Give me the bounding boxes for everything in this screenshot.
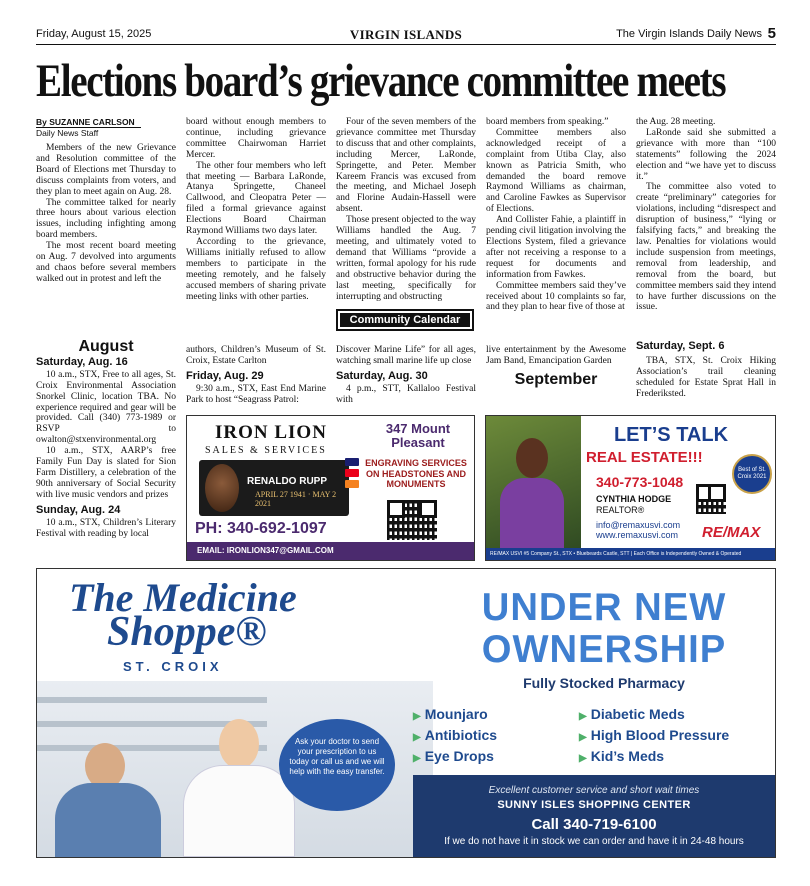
event-description: 10 a.m., STX, Children’s Literary Festival with reading by local	[36, 517, 176, 539]
pharmacy-tagline: Fully Stocked Pharmacy	[523, 675, 685, 691]
triangle-bullet-icon: ▶	[579, 753, 587, 764]
month-heading-september: September	[514, 370, 598, 388]
folio-rule	[36, 44, 776, 45]
pharmacist-figure	[183, 719, 295, 857]
byline	[36, 117, 176, 138]
article-paragraph: Members of the new Grievance and Resolution committee of the Board of Elections met Thursday to discuss complaints from voters, and they plan to meet again on Aug. 28.	[36, 143, 176, 197]
article-paragraph: board without enough members to continue, including grievance committee Chairwoman Harriet Mercer.	[186, 117, 326, 160]
article-paragraph: The committee also voted to create “preliminary” categories for violations, including “disrespect and disruption of business,” “lying or falsifying facts,” and breaking the law. Penalties for violations would include suspension from meetings, removal from leadership, and removal from the board, but committee members said they intend to have further discussions on the issue.	[636, 182, 776, 313]
payment-cards	[345, 458, 359, 491]
remax-website: www.remaxusvi.com	[596, 530, 679, 540]
agent-photo	[486, 416, 581, 550]
medicine-shoppe-advertisement	[36, 568, 776, 858]
event-date: Saturday, Sept. 6	[636, 340, 725, 352]
product-list-left	[413, 705, 497, 768]
article-paragraph: board members from speaking.”	[486, 117, 609, 127]
store-location: ST. CROIX	[123, 659, 223, 674]
ownership-headline-line1: UNDER NEW	[481, 586, 727, 629]
article-paragraph: the Aug. 28 meeting.	[636, 117, 716, 127]
article-column-3	[336, 117, 476, 302]
portrait-image	[205, 464, 239, 512]
remax-brand-logo: RE/MAX	[702, 524, 761, 541]
contact-band	[413, 775, 775, 857]
product-item: ▶ Diabetic Meds	[579, 706, 685, 722]
agent-info	[596, 494, 671, 516]
event-description: 10 a.m., STX, Free to all ages, St. Croix Environmental Association Snorkel Clinic, location TBA. No experience required and gear will be provided. Call (340) 773-1989 or RSVP to owalton@stxenvironmental.org	[36, 369, 176, 446]
calendar-column-4	[486, 345, 626, 386]
iron-lion-logo: IRON LION	[215, 422, 327, 443]
discover-card-icon	[345, 480, 359, 488]
triangle-bullet-icon: ▶	[413, 732, 421, 743]
event-description: 4 p.m., STT, Kallaloo Festival with	[336, 383, 476, 405]
article-column-4	[486, 117, 626, 313]
memorial-dates: APRIL 27 1941 · MAY 2 2021	[255, 490, 337, 508]
calendar-column-3	[336, 345, 476, 406]
agent-body	[500, 478, 564, 550]
calendar-column-1	[36, 338, 176, 539]
event-date: Friday, Aug. 29	[186, 369, 264, 382]
page-folio	[36, 27, 776, 43]
newspaper-name: The Virgin Islands Daily News	[616, 28, 762, 40]
event-description: authors, Children’s Museum of St. Croix, Estate Carlton	[186, 345, 326, 366]
iron-lion-subtitle: SALES & SERVICES	[205, 445, 327, 456]
remax-subheadline: REAL ESTATE!!!	[586, 449, 703, 466]
product-item: ▶ High Blood Pressure	[579, 727, 730, 743]
article-paragraph: And Collister Fahie, a plaintiff in pending civil litigation involving the Elections System, filed a grievance after not receiving a response to a request for documents and information from Fawkes.	[486, 215, 626, 280]
remax-email: info@remaxusvi.com	[596, 520, 681, 530]
article-column-1	[36, 117, 176, 285]
product-item: ▶ Mounjaro	[413, 706, 488, 722]
page-number: 5	[767, 25, 776, 42]
event-date: Saturday, Aug. 30	[336, 369, 428, 382]
calendar-column-5	[636, 341, 776, 400]
shopping-center: SUNNY ISLES SHOPPING CENTER	[497, 799, 691, 811]
article-paragraph: The committee talked for nearly three hours about various election issues, including infighting among board members.	[36, 197, 176, 241]
article-paragraph: LaRonde said she submitted a grievance with more than “100 statements” following the 2024 election and “we have yet to discuss it.”	[636, 127, 776, 182]
prescription-transfer-bubble: Ask your doctor to send your prescription to us today or call us and we will help with the easy transfer.	[279, 719, 395, 811]
ownership-headline-line2: OWNERSHIP	[481, 628, 727, 671]
byline-role: Daily News Staff	[36, 128, 99, 138]
memorial-photo-panel	[199, 460, 349, 516]
agent-head	[516, 438, 548, 478]
agent-figure	[500, 438, 564, 550]
best-of-seal: Best of St. Croix 2021	[732, 454, 772, 494]
customer-figure	[55, 743, 161, 857]
triangle-bullet-icon: ▶	[579, 732, 587, 743]
pharmacy-phone: Call 340-719-6100	[531, 816, 657, 833]
article-paragraph: The most recent board meeting on Aug. 7 devolved into arguments and chaos before several members walked out in protest and left the	[36, 241, 176, 284]
memorial-name: RENALDO RUPP	[247, 476, 328, 487]
triangle-bullet-icon: ▶	[413, 753, 421, 764]
ownership-headline	[436, 587, 771, 671]
shelf	[37, 697, 267, 703]
event-description: live entertainment by the Awesome Jam Band, Emancipation Garden	[486, 345, 626, 366]
remax-headline: LET’S TALK	[613, 424, 729, 446]
event-description: TBA, STX, St. Croix Hiking Association’s trail cleaning scheduled for Estate Sprat Hall in Frederiksted.	[636, 355, 776, 399]
product-item: ▶ Antibiotics	[413, 727, 498, 743]
service-line: Excellent customer service and short wait times	[488, 785, 700, 796]
article-paragraph: Four of the seven members of the grievance committee met Thursday to discuss that and other complaints, including Mercer, LaRonde, Springette, and Peter. Member Kareem Francis was excused from the meeting, and Michael Joseph and Florine Audain-Hassell were absent.	[336, 117, 476, 215]
mastercard-icon	[345, 469, 359, 477]
event-description: 9:30 a.m., STX, East End Marine Park to host “Seagrass Patrol:	[186, 383, 326, 405]
triangle-bullet-icon: ▶	[413, 711, 421, 722]
article-paragraph: The other four members who left that meeting — Barbara LaRonde, Atanya Springette, Chaneel Callwood, and Cleopatra Peter — filed a formal grievance against Elections Board Chairman Raymond Williams two days later.	[186, 160, 326, 237]
iron-lion-email: EMAIL: IRONLION347@GMAIL.COM	[187, 542, 474, 560]
remax-advertisement	[485, 415, 776, 561]
iron-lion-phone: PH: 340-692-1097	[195, 520, 327, 537]
calendar-column-2	[186, 345, 326, 406]
iron-lion-advertisement	[186, 415, 475, 561]
medicine-shoppe-logo-line1: The Medicine	[69, 575, 297, 620]
visa-card-icon	[345, 458, 359, 466]
triangle-bullet-icon: ▶	[579, 711, 587, 722]
remax-footer: RE/MAX USVI #5 Company St., STX • Bluebeards Castle, STT | Each Office is Independently Owned & Operated	[486, 548, 775, 560]
engraving-services: ENGRAVING SERVICES ON HEADSTONES AND MONUMENTS	[365, 458, 467, 489]
agent-name: CYNTHIA HODGE	[596, 494, 672, 504]
event-description: Discover Marine Life” for all ages, watching small marine life up close	[336, 345, 476, 366]
medicine-shoppe-logo-line2: Shoppe®	[107, 609, 267, 655]
remax-contact	[596, 520, 680, 540]
event-date: Saturday, Aug. 16	[36, 355, 128, 368]
community-calendar-label	[336, 309, 474, 331]
product-list-right	[579, 705, 729, 768]
article-paragraph: According to the grievance, Williams initially refused to allow members to participate in the meeting remotely, and he falsely accused members of sharing private meeting links with other parties.	[186, 236, 326, 302]
order-note: If we do not have it in stock we can order and have it in 24-48 hours	[444, 836, 744, 847]
remax-phone: 340-773-1048	[596, 474, 684, 490]
article-paragraph: Committee members said they’ve received about 10 complaints so far, and they plan to hear five of those at	[486, 280, 626, 313]
community-calendar-title: Community Calendar	[340, 313, 470, 327]
event-date: Sunday, Aug. 24	[36, 503, 121, 516]
article-headline: Elections board’s grievance committee meets	[36, 56, 726, 107]
product-item: ▶ Kid’s Meds	[579, 748, 665, 764]
qr-code-icon	[696, 484, 726, 514]
qr-code-icon	[387, 500, 437, 540]
article-column-2	[186, 117, 326, 302]
iron-lion-address: 347 Mount Pleasant	[385, 421, 451, 450]
section-title: VIRGIN ISLANDS	[349, 27, 463, 42]
article-paragraph: Committee members also acknowledged receipt of a complaint from Utiba Clay, also known as Patricia Smith, who demanded the board remove Raymond Williams as chairman, and Caroline Fawkes as Supervisor of Elections.	[486, 127, 626, 215]
agent-title: REALTOR®	[596, 505, 645, 515]
article-column-5	[636, 117, 776, 313]
byline-author: By SUZANNE CARLSON	[36, 117, 141, 128]
article-paragraph: Those present objected to the way Williams handled the Aug. 7 meeting, and ultimately voted to demand that Williams “provide a written, formal apology for his rude and obstructive behavior during the last meeting, specifically for interrupting and obstructing	[336, 215, 476, 302]
month-heading-august: August	[78, 338, 134, 355]
issue-date: Friday, August 15, 2025	[36, 28, 152, 40]
product-item: ▶ Eye Drops	[413, 748, 494, 764]
event-description: 10 a.m., STX, AARP’s free Family Fun Day is slated for Sion Farm Distillery, a celebration of the 90th anniversary of Social Security with live music vendors and prizes	[36, 446, 176, 500]
